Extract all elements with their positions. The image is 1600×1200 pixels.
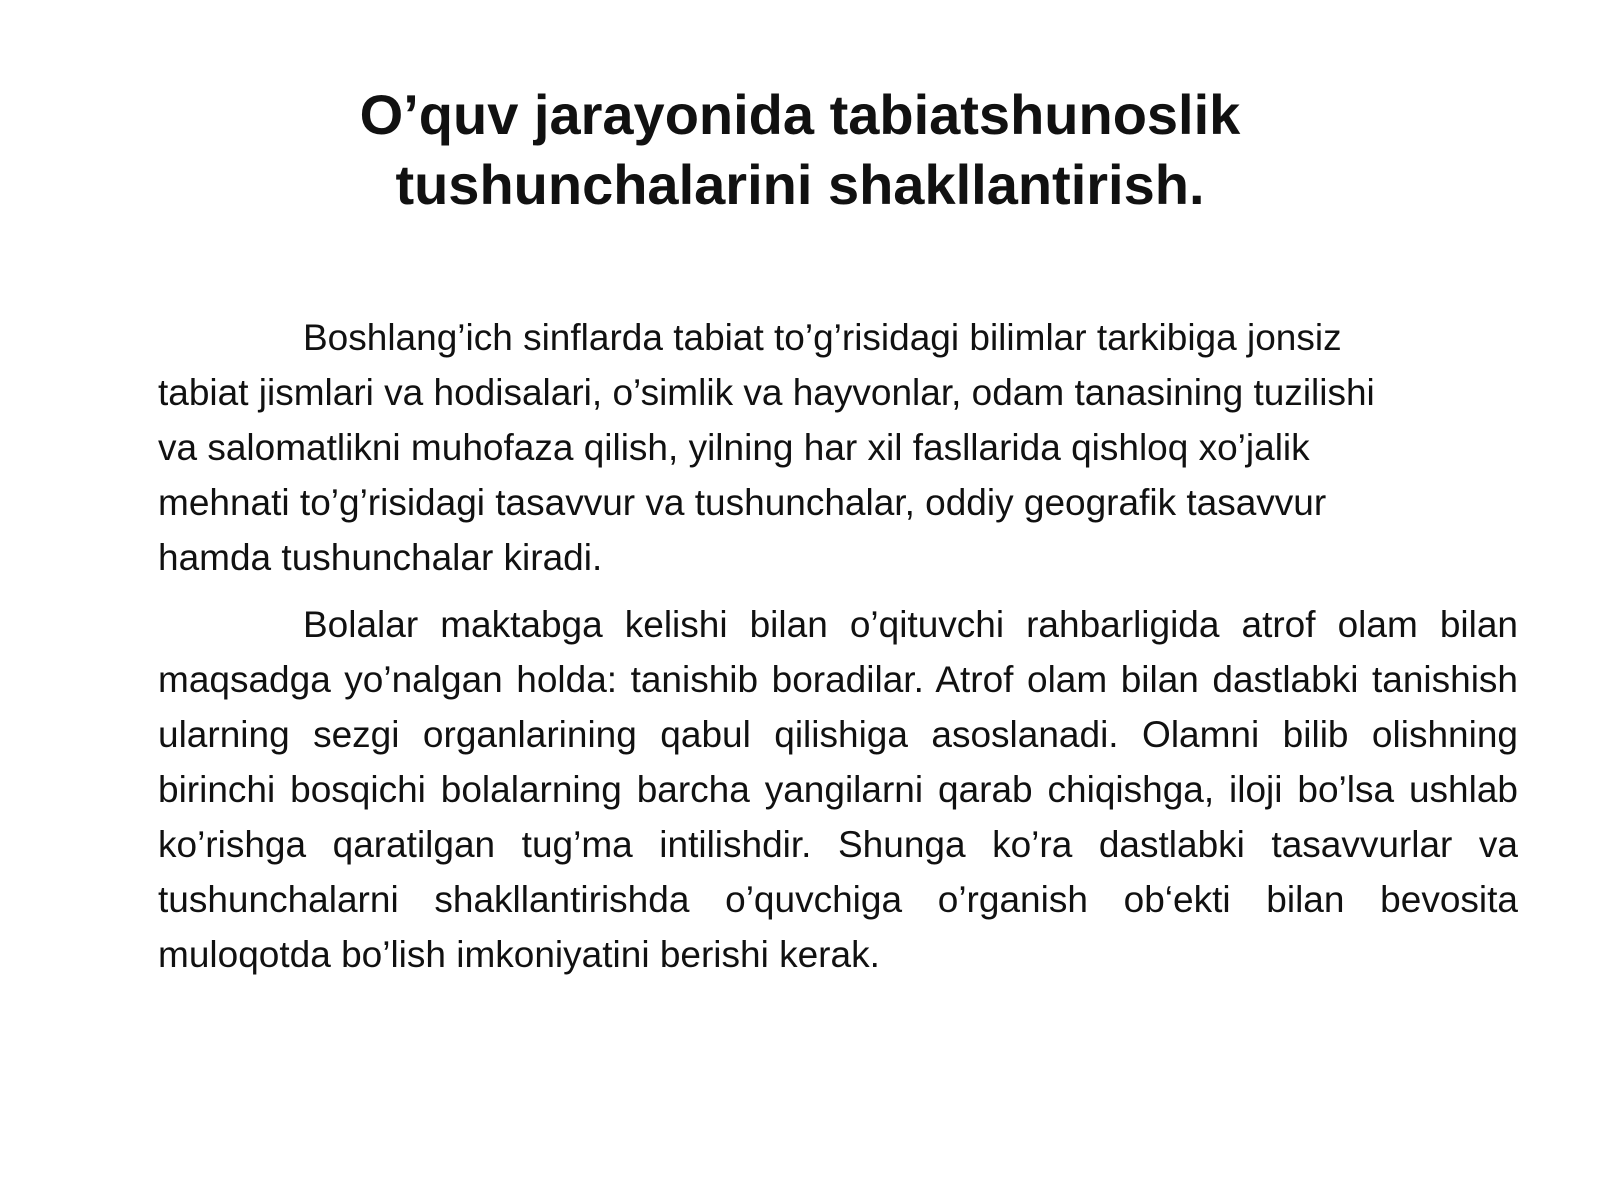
slide-body [158,310,1518,982]
body-paragraph: Bolalar maktabga kelishi bilan o’qituvchi rahbarligida atrof olam bilan maqsadga yo’nalgan holda: tanishib boradilar. Atrof olam bilan dastlabki tanishish ularning sezgi organlarining qabul qilishiga asoslanadi. Olamni bilib olishning birinchi bosqichi bolalarning barcha yangilarni qarab chiqishga, iloji bo’lsa ushlab ko’rishga qaratilgan tug’ma intilishdir. Shunga ko’ra dastlabki tasavvurlar va tushunchalarni shakllantirishda o’quvchiga o’rganish ob‘ekti bilan bevosita muloqotda bo’lish imkoniyatini berishi kerak. [158,604,1518,975]
slide-title: O’quv jarayonida tabiatshunoslik tushunchalarini shakllantirish. [359,83,1241,216]
body-paragraph: Boshlang’ich sinflarda tabiat to’g’risidagi bilimlar tarkibiga jonsiz tabiat jismlari va hodisalari, o’simlik va hayvonlar, odam tanasining tuzilishi va salomatlikni muhofaza qilish, yilning har xil fasllarida qishloq xo’jalik mehnati to’g’risidagi tasavvur va tushunchalar, oddiy geografik tasavvur hamda tushunchalar kiradi. [158,317,1375,578]
